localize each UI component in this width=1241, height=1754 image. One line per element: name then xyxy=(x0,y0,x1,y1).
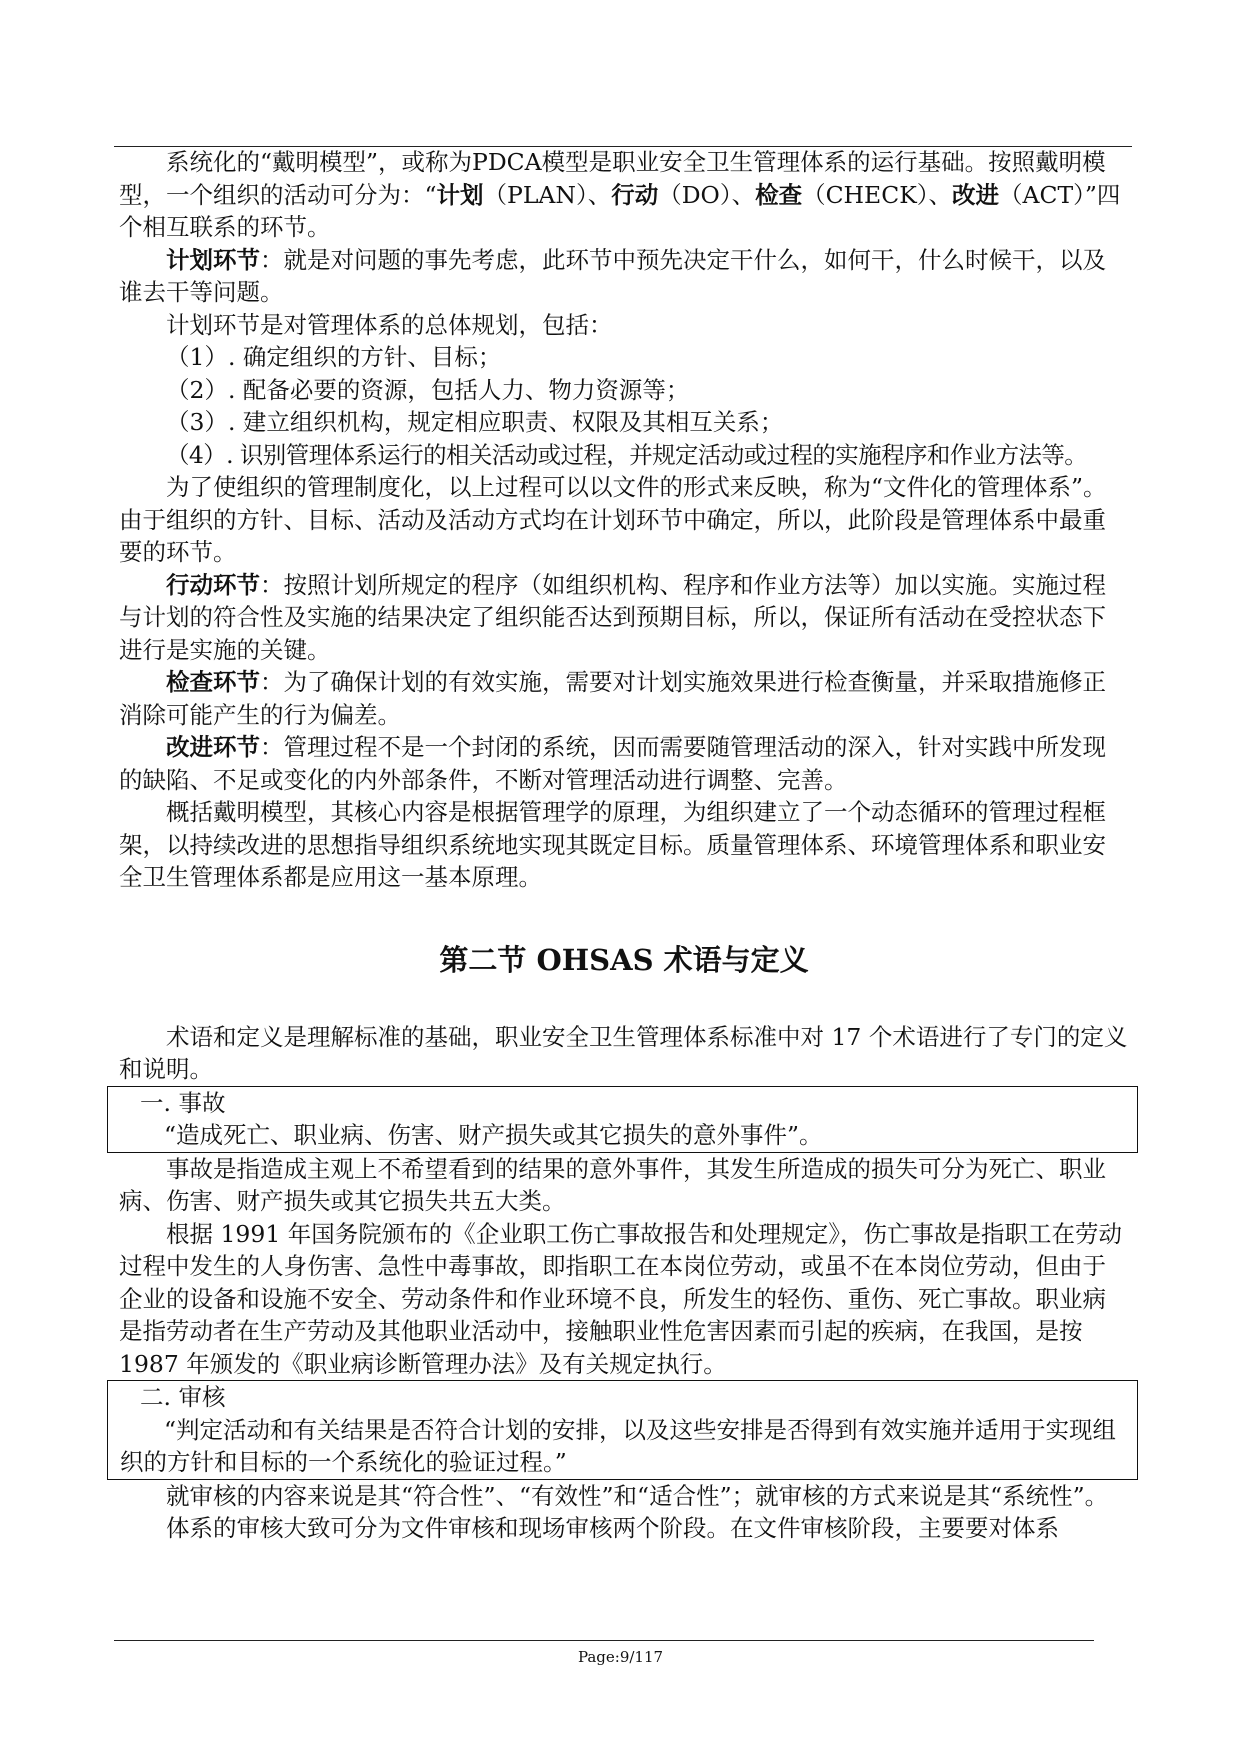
page-number: Page:9/117 xyxy=(577,1648,664,1666)
audit-paragraph-1: 就审核的内容来说是其“符合性”、“有效性”和“适合性”；就审核的方式来说是其“系统性”。 xyxy=(166,1481,1109,1510)
term-box-audit xyxy=(107,1380,1138,1480)
footer-rule xyxy=(114,1640,1094,1641)
plan-label: 计划环节 xyxy=(166,245,260,274)
documentation-paragraph: 为了使组织的管理制度化，以上过程可以以文件的形式来反映，称为“文件化的管理体系”。由于组织的方针、目标、活动及活动方式均在计划环节中确定，所以，此阶段是管理体系中最重要的环节。 xyxy=(119,473,1107,566)
document-body xyxy=(119,146,1129,1545)
term-title-audit: 二. 审核 xyxy=(140,1383,226,1411)
plan-paragraph: 计划环节：就是对问题的事先考虑，此环节中预先决定干什么，如何干，什么时候干，以及谁去干等问题。 xyxy=(119,245,1106,306)
check-label: 检查环节 xyxy=(166,668,260,696)
section-heading: 第二节 OHSAS 术语与定义 xyxy=(439,942,809,977)
accident-paragraph-1: 事故是指造成主观上不希望看到的结果的意外事件，其发生所造成的损失可分为死亡、职业病、伤害、财产损失或其它损失共五大类。 xyxy=(119,1154,1106,1215)
act-term: 改进 xyxy=(952,180,999,209)
plan-term: 计划 xyxy=(436,180,484,209)
do-label: 行动环节 xyxy=(166,570,260,599)
summary-paragraph: 概括戴明模型，其核心内容是根据管理学的原理，为组织建立了一个动态循环的管理过程框架，以持续改进的思想指导组织系统地实现其既定目标。质量管理体系、环境管理体系和职业安全卫生管理体系都是应用这一基本原理。 xyxy=(119,798,1106,891)
act-paragraph: 改进环节：管理过程不是一个封闭的系统，因而需要随管理活动的深入，针对实践中所发现的缺陷、不足或变化的内外部条件，不断对管理活动进行调整、完善。 xyxy=(119,733,1106,794)
accident-paragraph-2: 根据 1991 年国务院颁布的《企业职工伤亡事故报告和处理规定》，伤亡事故是指职工在劳动过程中发生的人身伤害、急性中毒事故，即指职工在本岗位劳动，或虽不在本岗位劳动，但由于企业的设备和设施不安全、劳动条件和作业环境不良，所发生的轻伤、重伤、死亡事故。职业病是指劳动者在生产劳动及其他职业活动中，接触职业性危害因素而引起的疾病，在我国，是按 1987 年颁发的《职业病诊断管理办法》及有关规定执行。 xyxy=(119,1219,1122,1378)
plan-item-2: （2）. 配备必要的资源，包括人力、物力资源等； xyxy=(166,375,690,404)
do-paragraph: 行动环节：按照计划所规定的程序（如组织机构、程序和作业方法等）加以实施。实施过程与计划的符合性及实施的结果决定了组织能否达到预期目标，所以，保证所有活动在受控状态下进行是实施的关键。 xyxy=(119,570,1106,664)
check-term: 检查 xyxy=(755,180,803,209)
term-box-accident xyxy=(107,1086,1138,1153)
do-term: 行动 xyxy=(611,180,659,209)
act-label: 改进环节 xyxy=(166,733,260,761)
check-paragraph: 检查环节：为了确保计划的有效实施，需要对计划实施效果进行检查衡量，并采取措施修正消除可能产生的行为偏差。 xyxy=(119,668,1106,729)
term-title-accident: 一. 事故 xyxy=(140,1088,226,1117)
pdca-intro-paragraph: 系统化的“戴明模型”，或称为PDCA模型是职业安全卫生管理体系的运行基础。按照戴明模型，一个组织的活动可分为：“计划（PLAN）、行动（DO）、检查（CHECK）、改进（ACT）”四个相互联系的环节。 xyxy=(119,148,1121,241)
plan-item-4: （4）. 识别管理体系运行的相关活动或过程，并规定活动或过程的实施程序和作业方法等。 xyxy=(166,440,1088,469)
plan-intro: 计划环节是对管理体系的总体规划，包括： xyxy=(166,310,613,339)
term-definition-audit: “判定活动和有关结果是否符合计划的安排，以及这些安排是否得到有效实施并适用于实现组织的方针和目标的一个系统化的验证过程。” xyxy=(120,1415,1117,1476)
plan-item-3: （3）. 建立组织机构，规定相应职责、权限及其相互关系； xyxy=(166,408,784,436)
term-definition-accident: “造成死亡、职业病、伤害、财产损失或其它损失的意外事件”。 xyxy=(164,1121,823,1149)
terms-intro-paragraph: 术语和定义是理解标准的基础，职业安全卫生管理体系标准中对 17 个术语进行了专门的定义和说明。 xyxy=(119,1022,1128,1083)
audit-paragraph-2: 体系的审核大致可分为文件审核和现场审核两个阶段。在文件审核阶段，主要要对体系 xyxy=(166,1514,1059,1542)
plan-item-1: （1）. 确定组织的方针、目标； xyxy=(166,343,502,371)
